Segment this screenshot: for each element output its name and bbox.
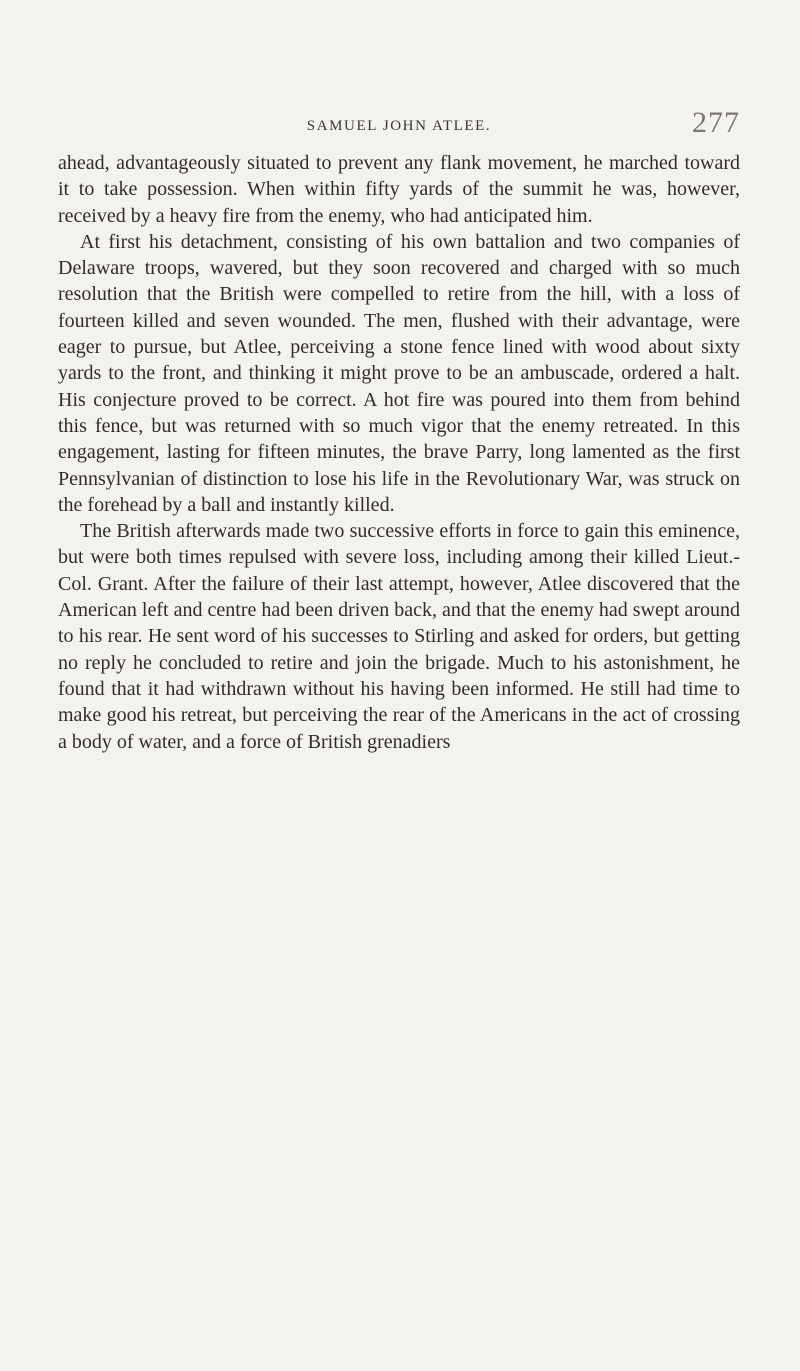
running-head bbox=[58, 106, 740, 142]
body-text bbox=[58, 150, 740, 755]
paragraph: ahead, advantageously situated to prevent any flank movement, he marched toward it to take possession. When within fifty yards of the summit he was, however, received by a heavy fire from the enemy, who had anticipated him. bbox=[58, 152, 740, 227]
page-number: 277 bbox=[692, 106, 740, 139]
paragraph: At first his detachment, consisting of his own battalion and two companies of Delaware troops, wavered, but they soon recovered and charged with so much resolution that the British were compelled to retire from the hill, with a loss of fourteen killed and seven wounded. The men, flushed with their advantage, were eager to pursue, but Atlee, perceiving a stone fence lined with wood about sixty yards to the front, and thinking it might prove to be an ambuscade, ordered a halt. His conjecture proved to be correct. A hot fire was poured into them from behind this fence, but was returned with so much vigor that the enemy retreated. In this engagement, lasting for fifteen minutes, the brave Parry, long lamented as the first Pennsylvanian of distinction to lose his life in the Revolutionary War, was struck on the forehead by a ball and instantly killed. bbox=[58, 230, 740, 516]
paragraph: The British afterwards made two successive efforts in force to gain this eminence, but were both times repulsed with severe loss, including among their killed Lieut.-Col. Grant. After the failure of their last attempt, however, Atlee discovered that the American left and centre had been driven back, and that the enemy had swept around to his rear. He sent word of his successes to Stirling and asked for orders, but getting no reply he concluded to retire and join the brigade. Much to his astonishment, he found that it had withdrawn without his having been informed. He still had time to make good his retreat, but perceiving the rear of the Americans in the act of crossing a body of water, and a force of British grenadiers bbox=[58, 520, 740, 753]
running-title: SAMUEL JOHN ATLEE. bbox=[306, 118, 492, 134]
